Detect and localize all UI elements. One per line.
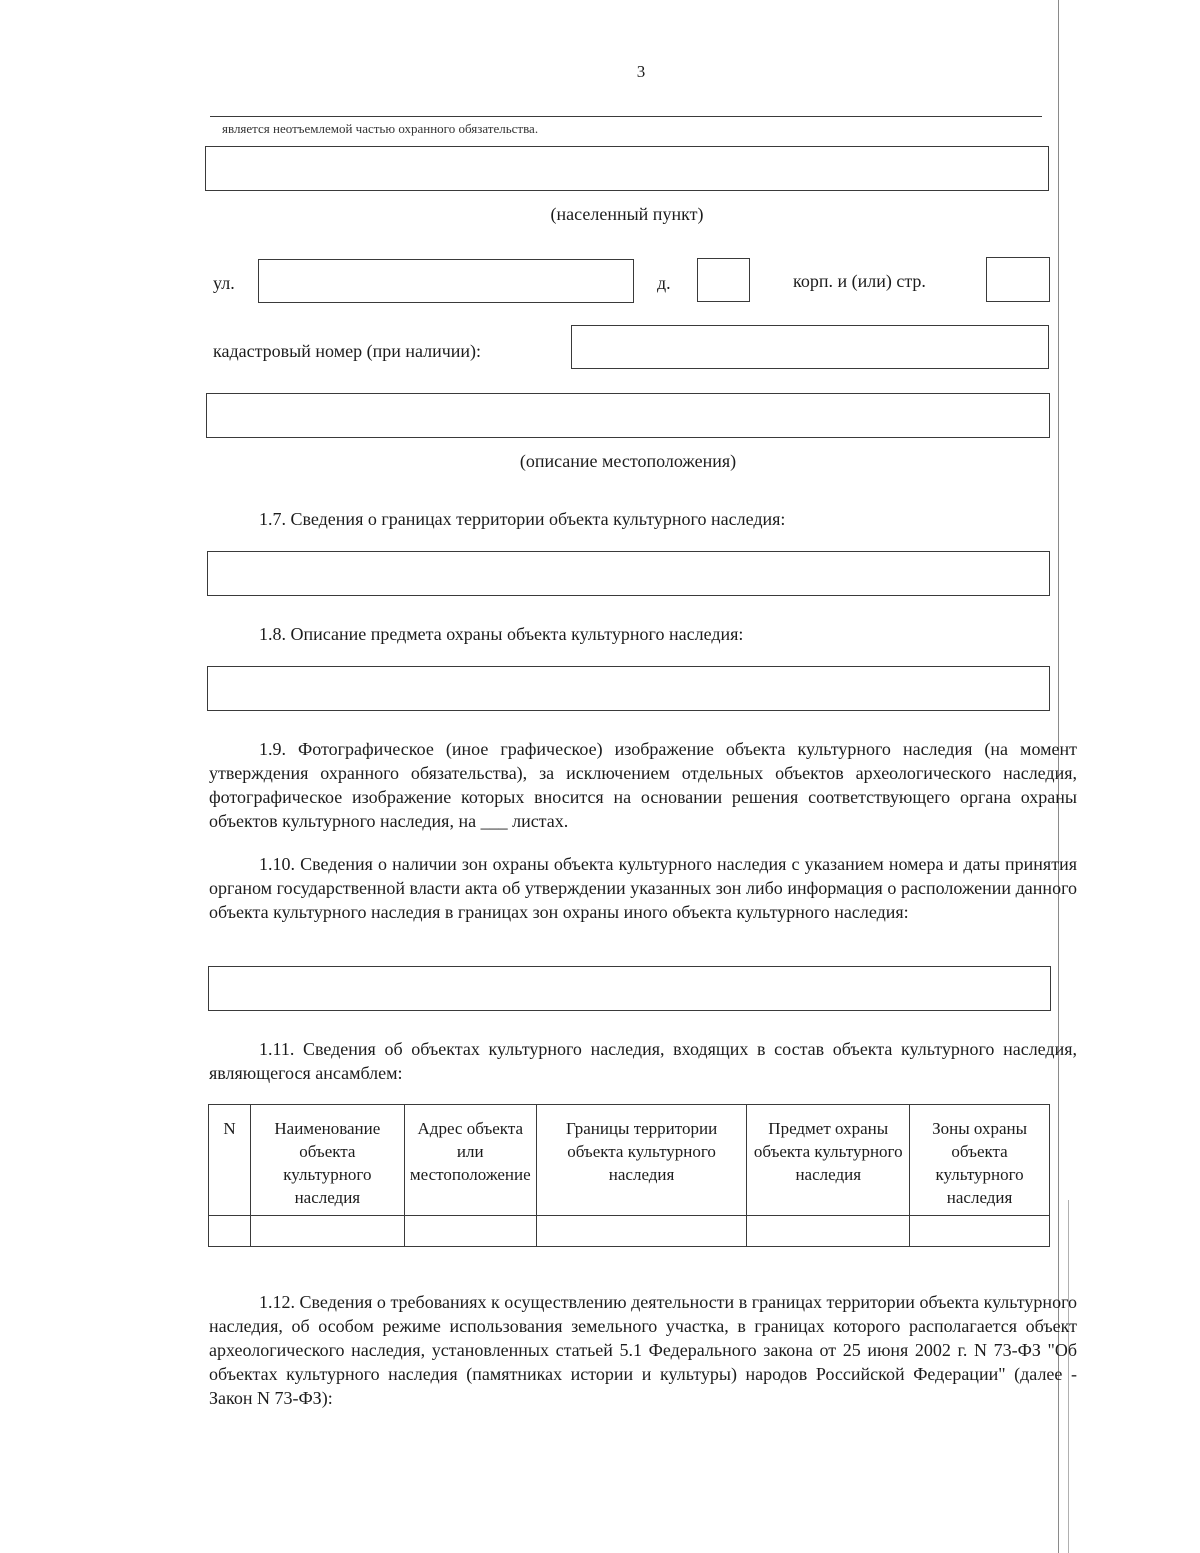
cadastral-label: кадастровый номер (при наличии): bbox=[213, 341, 482, 361]
column-header-zones: Зоны охраны объекта культурного наследия bbox=[910, 1105, 1050, 1216]
settlement-caption: (населенный пункт) bbox=[550, 204, 704, 224]
building-label: корп. и (или) стр. bbox=[793, 271, 926, 291]
section-1-12-paragraph: 1.12. Сведения о требованиях к осуществлению деятельности в границах территории объекта культурного наследия, об особом режиме использования земельного участка, в границах которого располагается объект археологического наследия, установленных статьей 5.1 Федерального закона от 25 июня 2002 г. N 73-ФЗ "Об объектах культурного наследия (памятниках истории и культуры) народов Российской Федерации" (далее - Закон N 73-ФЗ): bbox=[209, 1292, 1077, 1408]
table-cell[interactable] bbox=[250, 1216, 404, 1247]
section-1-9-paragraph: 1.9. Фотографическое (иное графическое) изображение объекта культурного наследия (на момент утверждения охранного обязательства), за исключением отдельных объектов археологического наследия, фотографическое изображение которых вносится на основании решения соответствующего органа охраны объектов культурного наследия, на ___ листах. bbox=[209, 739, 1077, 831]
ensemble-objects-table bbox=[208, 1104, 1050, 1247]
building-field[interactable] bbox=[986, 257, 1050, 302]
table-cell[interactable] bbox=[910, 1216, 1050, 1247]
table-cell[interactable] bbox=[536, 1216, 747, 1247]
column-header-number: N bbox=[209, 1105, 251, 1216]
table-cell[interactable] bbox=[404, 1216, 536, 1247]
column-header-boundaries: Границы территории объекта культурного наследия bbox=[536, 1105, 747, 1216]
column-header-name: Наименование объекта культурного наследия bbox=[250, 1105, 404, 1216]
street-field[interactable] bbox=[258, 259, 634, 303]
protection-zones-field[interactable] bbox=[208, 966, 1051, 1011]
section-1-10-paragraph: 1.10. Сведения о наличии зон охраны объекта культурного наследия с указанием номера и даты принятия органом государственной власти акта об утверждении указанных зон либо информация о расположении данного объекта культурного наследия в границах зон охраны иного объекта культурного наследия: bbox=[209, 854, 1077, 922]
section-1-11-paragraph: 1.11. Сведения об объектах культурного наследия, входящих в состав объекта культурного наследия, являющегося ансамблем: bbox=[209, 1039, 1077, 1083]
top-divider bbox=[210, 116, 1042, 117]
settlement-field[interactable] bbox=[205, 146, 1049, 191]
house-label: д. bbox=[657, 273, 671, 293]
table-header-row bbox=[209, 1105, 1050, 1216]
protection-subject-field[interactable] bbox=[207, 666, 1050, 711]
street-label: ул. bbox=[213, 273, 235, 293]
cadastral-field[interactable] bbox=[571, 325, 1049, 369]
location-description-field[interactable] bbox=[206, 393, 1050, 438]
column-header-subject: Предмет охраны объекта культурного наследия bbox=[747, 1105, 910, 1216]
page-number: 3 bbox=[636, 62, 646, 81]
location-caption: (описание местоположения) bbox=[519, 451, 737, 471]
integral-part-note: является неотъемлемой частью охранного обязательства. bbox=[222, 121, 539, 136]
section-1-8-heading: 1.8. Описание предмета охраны объекта культурного наследия: bbox=[259, 624, 744, 644]
column-header-address: Адрес объекта или местоположение bbox=[404, 1105, 536, 1216]
territory-boundaries-field[interactable] bbox=[207, 551, 1050, 596]
table-cell[interactable] bbox=[209, 1216, 251, 1247]
table-cell[interactable] bbox=[747, 1216, 910, 1247]
section-1-7-heading: 1.7. Сведения о границах территории объекта культурного наследия: bbox=[259, 509, 786, 529]
house-field[interactable] bbox=[697, 258, 750, 302]
table-row bbox=[209, 1216, 1050, 1247]
